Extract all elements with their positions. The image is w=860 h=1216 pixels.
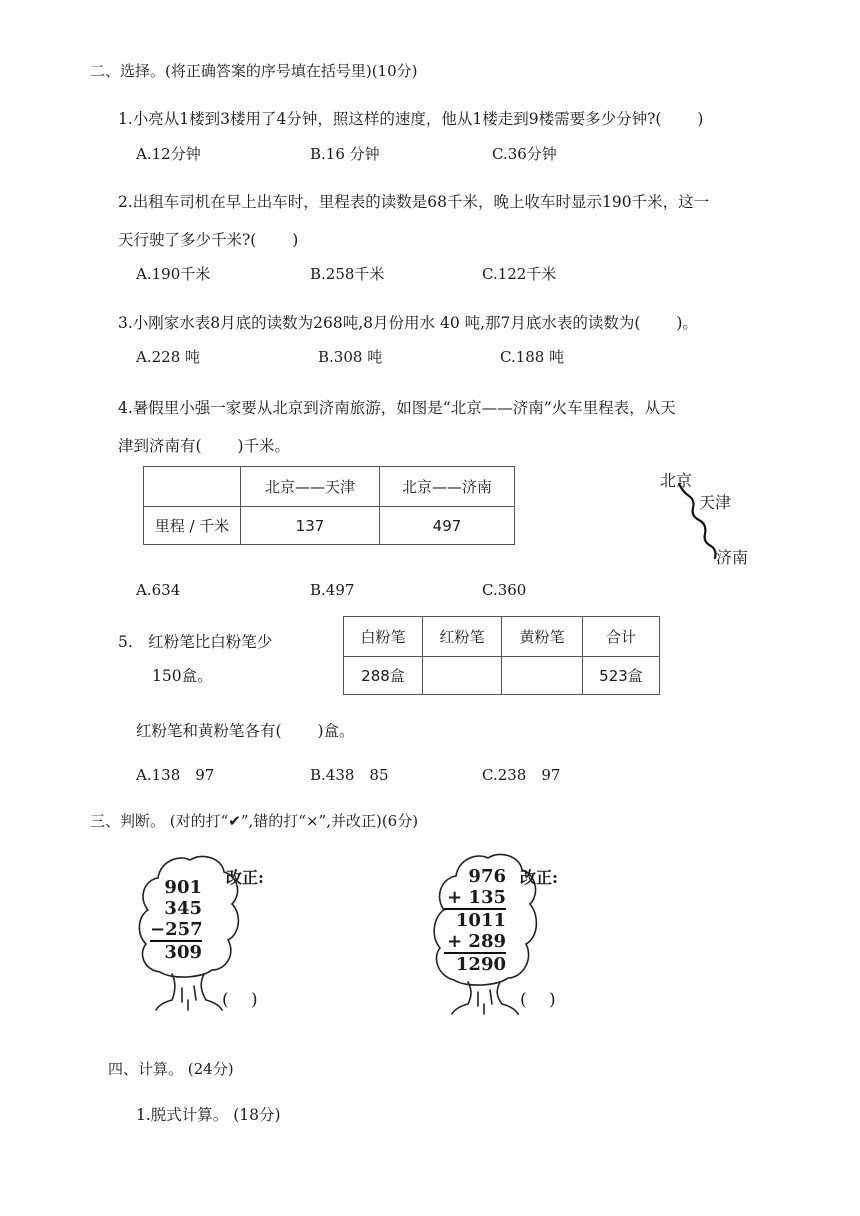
tree-1-line-1: 901: [164, 877, 202, 898]
chalk-header-red: 红粉笔: [423, 617, 502, 657]
tree-1-line-3: −257: [150, 919, 203, 940]
mileage-header-beijing-jinan: 北京——济南: [380, 467, 515, 507]
mileage-header-beijing-tianjin: 北京——天津: [241, 467, 380, 507]
q1-option-b: B.16 分钟: [310, 145, 380, 163]
mileage-table-corner: [144, 467, 241, 507]
chalk-value-white: 288盒: [344, 657, 423, 695]
q1-option-a: A.12分钟: [136, 145, 201, 163]
map-label-beijing: 北京: [660, 471, 693, 490]
tree-1-answer-paren[interactable]: ( ): [222, 990, 258, 1010]
tree-2-answer-paren[interactable]: ( ): [520, 990, 556, 1010]
question-5-text-line1: 5. 红粉笔比白粉笔少: [118, 633, 273, 651]
q3-option-b: B.308 吨: [318, 348, 383, 366]
mileage-value-beijing-jinan: 497: [380, 507, 515, 545]
tree-2-line-4: + 289: [444, 931, 506, 954]
mileage-table: [143, 466, 515, 545]
section-4-title: 四、计算。 (24分): [108, 1060, 234, 1078]
q3-option-c: C.188 吨: [500, 348, 565, 366]
q4-option-a: A.634: [136, 581, 181, 599]
tree-1-correction-label: 改正:: [226, 868, 264, 887]
q2-option-a: A.190千米: [136, 265, 211, 283]
q4-option-c: C.360: [482, 581, 527, 599]
q5-option-a: A.138 97: [136, 766, 215, 784]
chalk-value-red: [423, 657, 502, 695]
question-5-question: 红粉笔和黄粉笔各有( )盒。: [136, 722, 355, 740]
q2-option-c: C.122千米: [482, 265, 557, 283]
tree-1-calculation: [150, 877, 202, 963]
chalk-header-total: 合计: [583, 617, 660, 657]
tree-2-line-3: 1011: [455, 910, 506, 931]
chalk-header-yellow: 黄粉笔: [502, 617, 583, 657]
question-2-text-line1: 2.出租车司机在早上出车时，里程表的读数是68千米，晚上收车时显示190千米，这一: [118, 193, 710, 211]
chalk-value-yellow: [502, 657, 583, 695]
question-3-text: 3.小刚家水表8月底的读数为268吨,8月份用水 40 吨,那7月底水表的读数为( )。: [118, 314, 698, 332]
chalk-header-white: 白粉笔: [344, 617, 423, 657]
tree-1-line-4: 309: [164, 942, 202, 963]
tree-2-line-5: 1290: [455, 954, 506, 975]
q5-option-c: C.238 97: [482, 766, 561, 784]
question-2-text-line2: 天行驶了多少千米?( ): [118, 231, 299, 249]
question-4-text-line1: 4.暑假里小强一家要从北京到济南旅游，如图是“北京——济南”火车里程表，从天: [118, 399, 676, 417]
q1-option-c: C.36分钟: [492, 145, 557, 163]
mileage-value-beijing-tianjin: 137: [241, 507, 380, 545]
chalk-table: [343, 616, 660, 695]
question-1-text: 1.小亮从1楼到3楼用了4分钟，照这样的速度，他从1楼走到9楼需要多少分钟?( ): [118, 110, 704, 128]
tree-2-correction-label: 改正:: [520, 868, 558, 887]
q3-option-a: A.228 吨: [136, 348, 200, 366]
mileage-row-label: 里程 / 千米: [144, 507, 241, 545]
section-2-title: 二、选择。(将正确答案的序号填在括号里)(10分): [90, 62, 418, 80]
q2-option-b: B.258千米: [310, 265, 385, 283]
q4-option-b: B.497: [310, 581, 355, 599]
tree-1-line-2: 345: [164, 898, 202, 919]
question-5-text-line2: 150盒。: [152, 667, 213, 685]
map-label-tianjin: 天津: [699, 493, 732, 512]
section-3-title: 三、判断。 (对的打“✔”,错的打“×”,并改正)(6分): [90, 812, 419, 830]
question-4-text-line2: 津到济南有( )千米。: [118, 437, 291, 455]
tree-2-calculation: [444, 866, 506, 975]
section-4-sub1: 1.脱式计算。 (18分): [136, 1106, 281, 1124]
chalk-value-total: 523盒: [583, 657, 660, 695]
tree-2-line-1: 976: [468, 866, 506, 887]
q5-option-b: B.438 85: [310, 766, 389, 784]
map-label-jinan: 济南: [716, 548, 749, 567]
tree-2-line-2: + 135: [444, 887, 506, 910]
